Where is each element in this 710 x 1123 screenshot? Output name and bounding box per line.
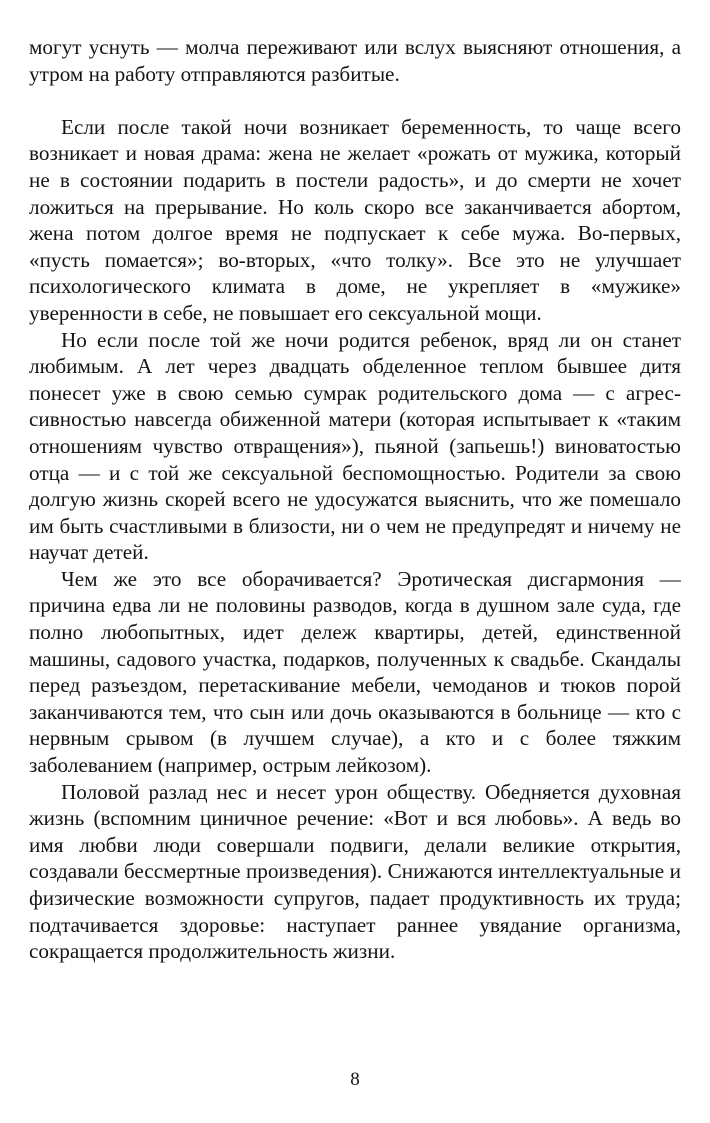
page-number: 8 [350, 1069, 360, 1090]
paragraph-divorce: Чем же это все оборачивается? Эротическая дисгармония — причина едва ли не половины разводов, когда в душном зале суда, где полно любопытных, идет дележ квартиры, детей, единственной машины, садового участка, подарков, полученных к свадьбе. Скандалы перед разъездом, перетаскивание мебели, чемоданов и тюков порой заканчиваются тем, что сын или дочь оказываются в больнице — кто с нервным срывом (в лучшем случае), а кто и с более тяжким заболеванием (например, острым лейкозом). [29, 566, 681, 778]
paragraph-continuation: могут уснуть — молча переживают или вслух выясняют отношения, а утром на работу отправляются разбитые. [29, 35, 681, 86]
paragraph-child: Но если после той же ночи родится ребенок, вряд ли он станет любимым. А лет через двадцать обделенное теплом бывшее дитя понесет уже в свою семью сумрак родительского дома — с агрессивностью навсегда обиженной матери (которая испытывает к «таким отношениям чувство отвращения»), пьяной (запьешь!) виноватостью отца — и с той же сексуальной беспомощностью. Родители за свою долгую жизнь скорей всего не удосужатся выяснить, что же помешало им быть счастливыми в близости, ни о чем не предупредят и ничему не научат детей. [29, 327, 681, 565]
page-body [29, 34, 681, 965]
paragraph-society: Половой разлад нес и несет урон обществу. Обедняется духовная жизнь (вспомним циничное речение: «Вот и вся любовь». А ведь во имя любви люди совершали подвиги, делали великие открытия, создавали бессмертные произведения). Снижаются интеллектуальные и физические возможности супругов, падает продуктивность их труда; подтачивается здоровье: наступает раннее увядание организма, сокращается продолжительность жизни. [29, 779, 681, 964]
paragraph-pregnancy: Если после такой ночи возникает беременность, то чаще всего возникает и новая драма: жена не желает «рожать от мужика, который не в состоянии подарить в постели радость», и до смерти не хочет ложиться на прерывание. Но коль скоро все заканчивается абортом, жена потом долгое время не подпускает к себе мужа. Во-первых, «пусть помается»; во-вторых, «что толку». Все это не улучшает психологического климата в доме, не укрепляет в «мужике» уверенности в себе, не повышает его сексуальной мощи. [29, 114, 681, 325]
